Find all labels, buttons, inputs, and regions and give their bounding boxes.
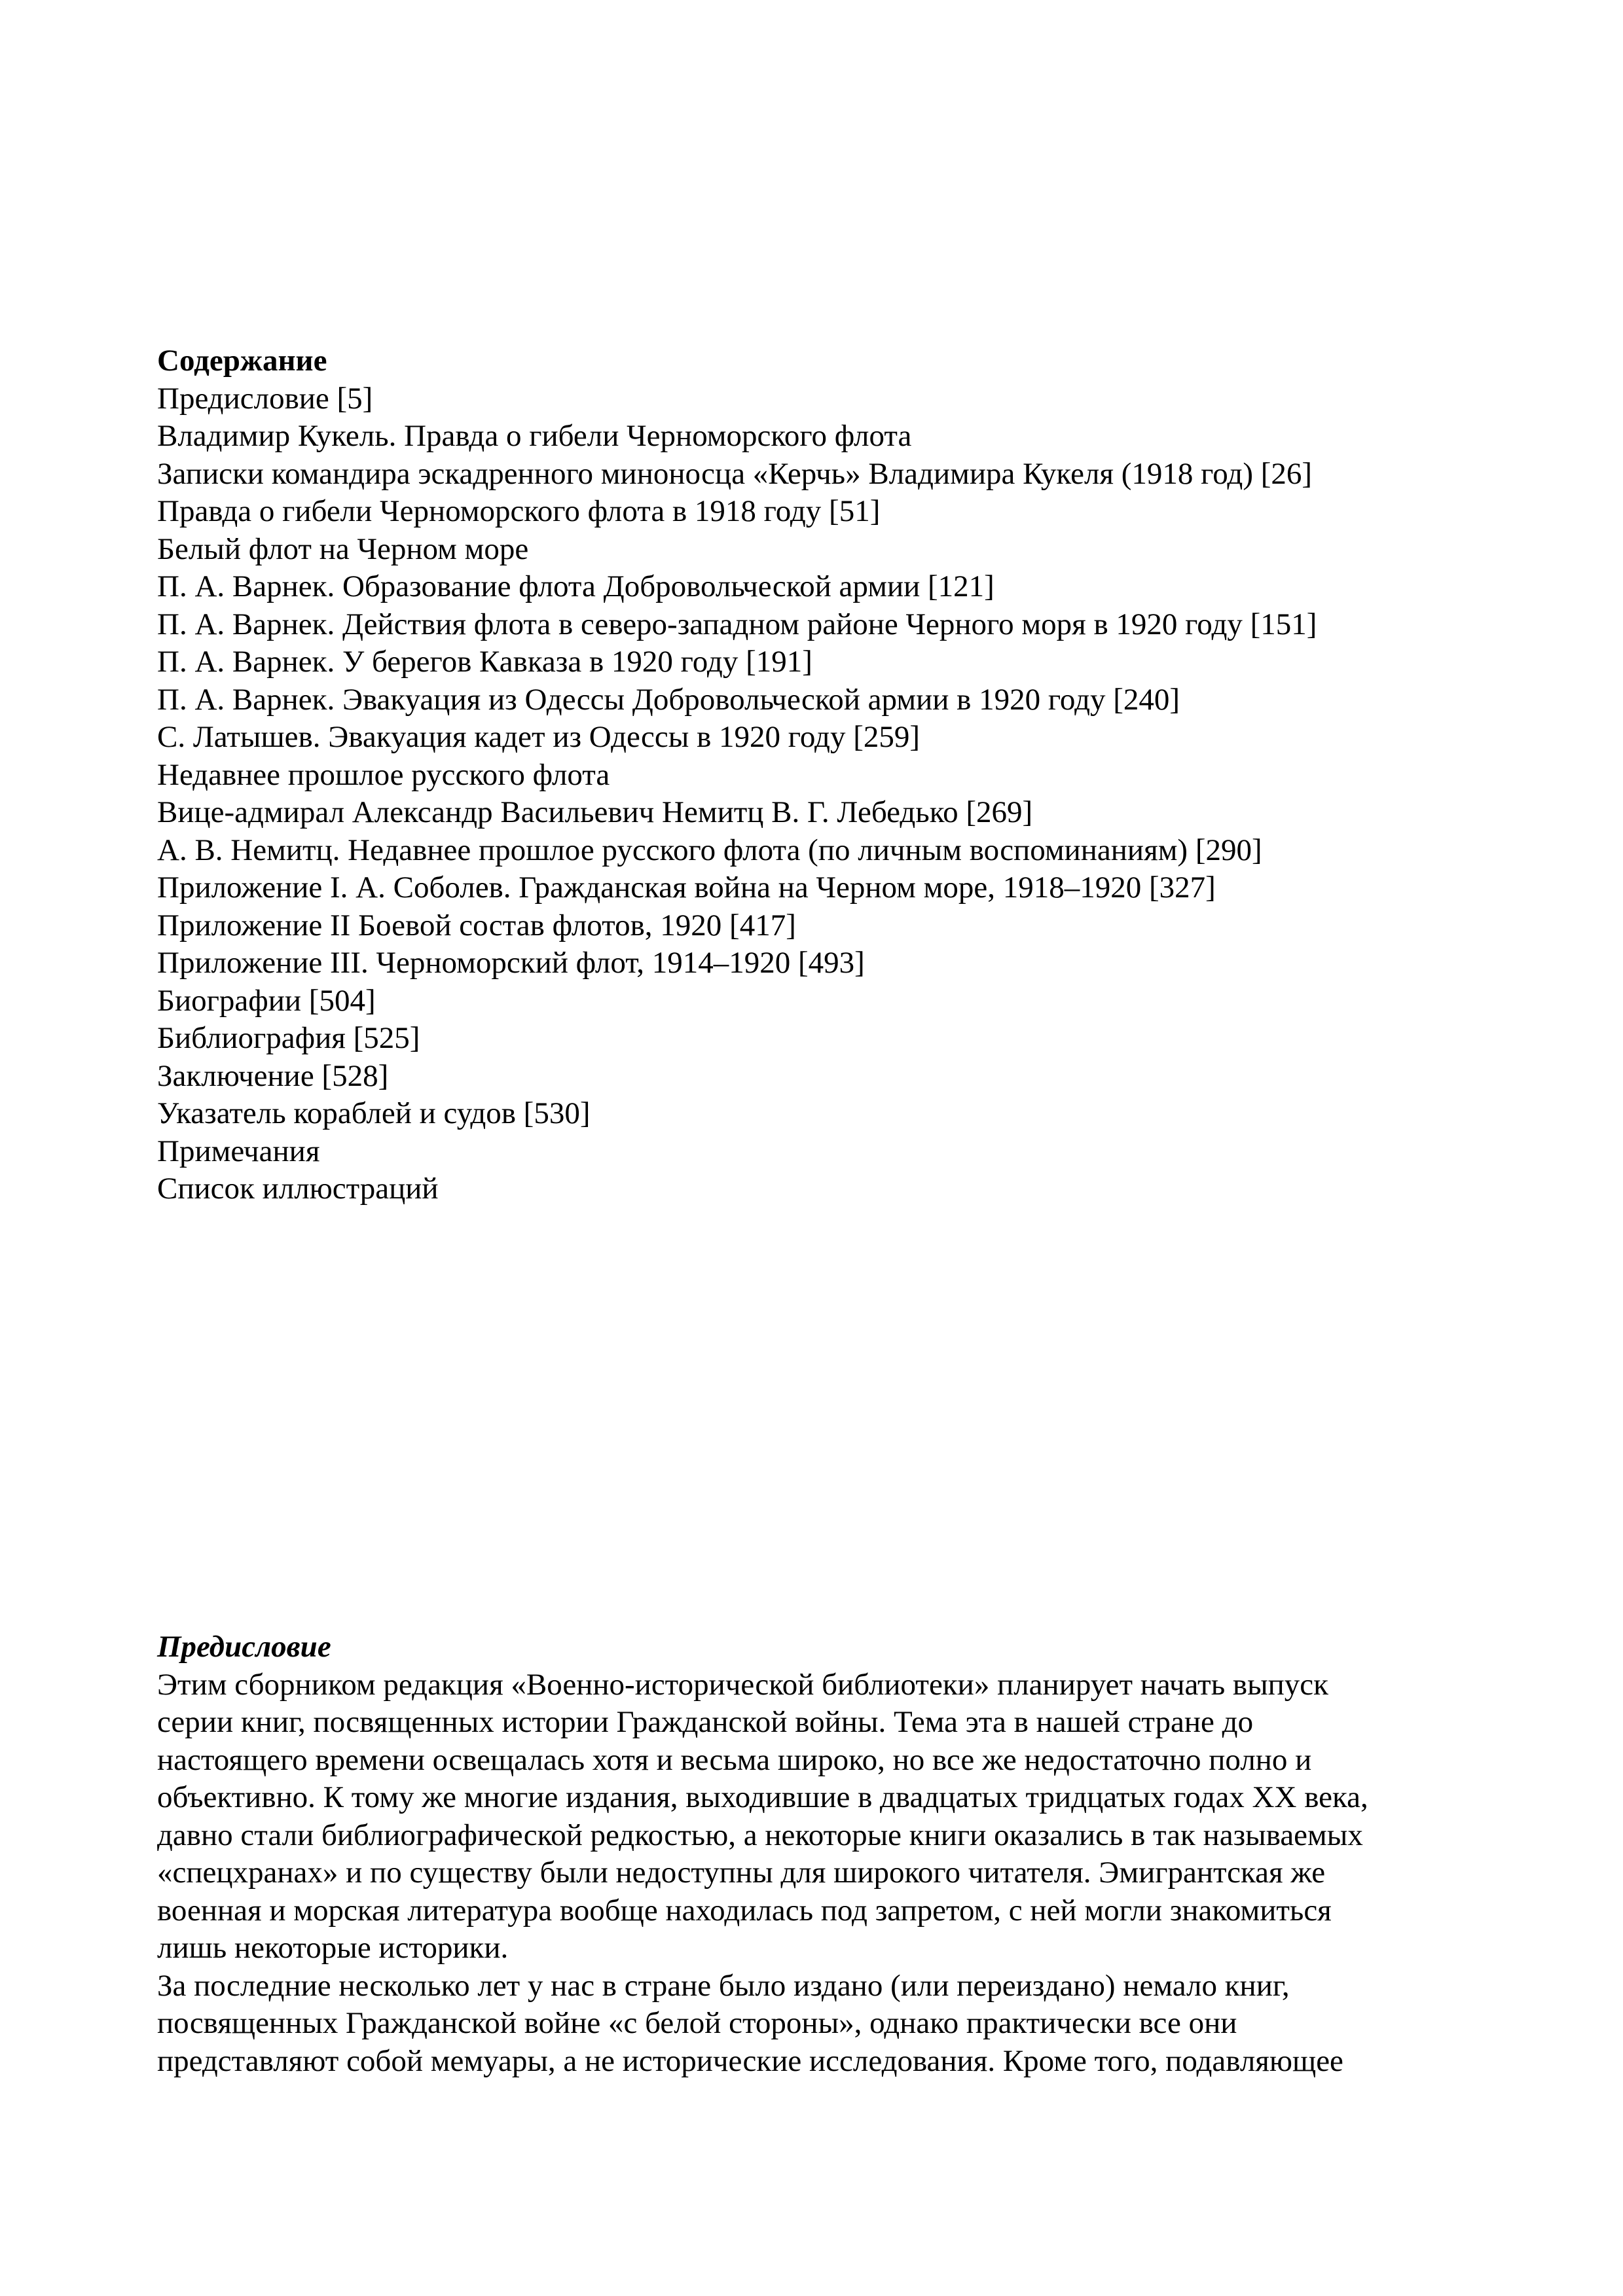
toc-item: П. А. Варнек. Действия флота в северо-западном районе Черного моря в 1920 году [151] [157, 607, 1317, 641]
toc-item: А. В. Немитц. Недавнее прошлое русского флота (по личным воспоминаниям) [290] [157, 833, 1262, 867]
toc-item: Приложение I. А. Соболев. Гражданская война на Черном море, 1918–1920 [327] [157, 870, 1216, 905]
toc-item: Правда о гибели Черноморского флота в 1918 году [51] [157, 494, 881, 528]
preface-line: настоящего времени освещалась хотя и весьма широко, но все же недостаточно полно и [157, 1742, 1312, 1777]
toc-item: Вице-адмирал Александр Васильевич Немитц В. Г. Лебедько [269] [157, 795, 1033, 829]
preface-line: «спецхранах» и по существу были недоступны для широкого читателя. Эмигрантская же [157, 1856, 1326, 1890]
preface-line: военная и морская литература вообще находилась под запретом, с ней могли знакомиться [157, 1893, 1332, 1928]
toc-item: Приложение III. Черноморский флот, 1914–1920 [493] [157, 946, 865, 980]
preface-section [157, 1628, 1506, 2080]
toc-item: Примечания [157, 1134, 320, 1168]
toc-item: Библиография [525] [157, 1021, 420, 1055]
toc-item: Список иллюстраций [157, 1172, 439, 1206]
toc-item: Записки командира эскадренного миноносца «Керчь» Владимира Кукеля (1918 год) [26] [157, 456, 1313, 491]
preface-line: давно стали библиографической редкостью, а некоторые книги оказались в так называемых [157, 1818, 1363, 1852]
toc-item: П. А. Варнек. Эвакуация из Одессы Добровольческой армии в 1920 году [240] [157, 682, 1180, 717]
preface-line: серии книг, посвященных истории Гражданской войны. Тема эта в нашей стране до [157, 1705, 1254, 1739]
preface-line: лишь некоторые историки. [157, 1931, 509, 1965]
toc-item: Владимир Кукель. Правда о гибели Черноморского флота [157, 419, 912, 453]
toc-item: Заключение [528] [157, 1058, 389, 1093]
toc-item: Указатель кораблей и судов [530] [157, 1096, 591, 1130]
preface-line: Этим сборником редакция «Военно-исторической библиотеки» планирует начать выпуск [157, 1667, 1329, 1702]
preface-line: объективно. К тому же многие издания, выходившие в двадцатых тридцатых годах XX века, [157, 1780, 1368, 1814]
toc-item: Недавнее прошлое русского флота [157, 757, 610, 792]
toc-item: Белый флот на Черном море [157, 531, 529, 566]
toc-item: Приложение II Боевой состав флотов, 1920 [417] [157, 908, 796, 942]
preface-line: За последние несколько лет у нас в стране было издано (или переиздано) немало книг, [157, 1968, 1290, 2003]
preface-title: Предисловие [157, 1630, 331, 1664]
toc-item: Предисловие [5] [157, 381, 373, 416]
toc-item: П. А. Варнек. У берегов Кавказа в 1920 году [191] [157, 645, 812, 679]
table-of-contents [157, 342, 1532, 1208]
toc-item: С. Латышев. Эвакуация кадет из Одессы в 1920 году [259] [157, 720, 921, 754]
toc-title: Содержание [157, 344, 327, 378]
preface-line: представляют собой мемуары, а не исторические исследования. Кроме того, подавляющее [157, 2043, 1343, 2078]
preface-line: посвященных Гражданской войне «с белой стороны», однако практически все они [157, 2006, 1237, 2040]
toc-item: П. А. Варнек. Образование флота Добровольческой армии [121] [157, 569, 994, 603]
toc-item: Биографии [504] [157, 983, 376, 1018]
